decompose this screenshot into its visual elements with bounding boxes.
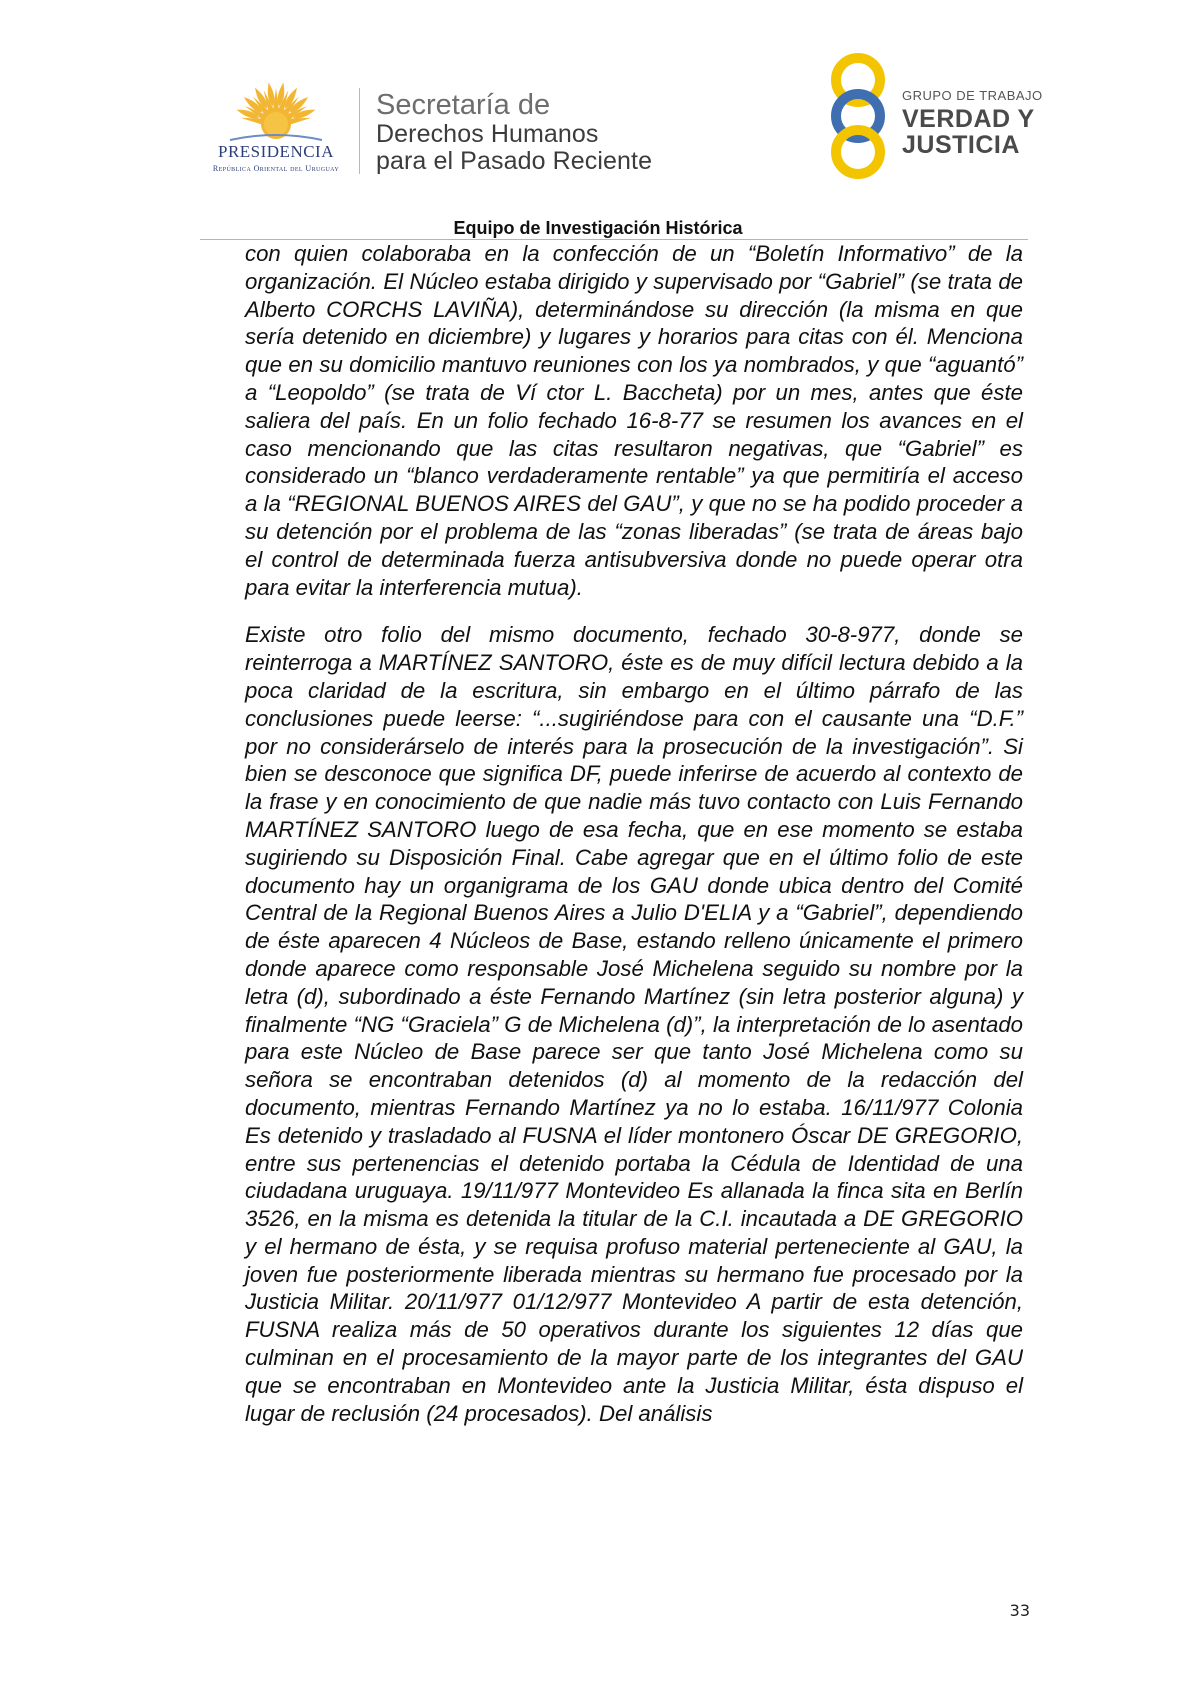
header-divider xyxy=(359,88,360,174)
section-heading: Equipo de Investigación Histórica xyxy=(453,218,743,238)
gtvj-label: GRUPO DE TRABAJO xyxy=(902,88,1043,103)
secretaria-line-3: para el Pasado Reciente xyxy=(376,147,653,175)
presidencia-logo xyxy=(196,80,356,180)
secretaria-line-2: Derechos Humanos xyxy=(376,120,599,148)
presidencia-word: PRESIDENCIA xyxy=(217,142,334,161)
body-paragraph-1: con quien colaboraba en la confección de un “Boletín Informativo” de la organización. El Núcleo estaba dirigido y supervisado por “Gabriel” (se trata de Alberto CORCHS LAVIÑA), determinándose su dirección (la misma en que sería detenido en diciembre) y lugares y horarios para citas con él. Menciona que en su domicilio mantuvo reuniones con los ya nombrados, y que “aguantó” a “Leopoldo” (se trata de Ví ctor L. Baccheta) por un mes, antes que éste saliera del país. En un folio fechado 16-8-77 se resumen los avances en el caso mencionando que las citas resultaron negativas, que “Gabriel” es considerado un “blanco verdaderamente rentable” ya que permitiría el acceso a la “REGIONAL BUENOS AIRES del GAU”, y que no se ha podido proceder a su detención por el problema de las “zonas liberadas” (se trata de áreas bajo el control de determinada fuerza antisubversiva donde no puede operar otra para evitar la interferencia mutua). xyxy=(245,241,1023,600)
gtvj-title-line-2: JUSTICIA xyxy=(902,131,1020,159)
page-number: 33 xyxy=(1009,1601,1030,1620)
secretaria-line-1: Secretaría de xyxy=(376,89,551,121)
document-body xyxy=(245,240,1023,1427)
sun-icon xyxy=(226,80,326,144)
secretaria-title xyxy=(376,90,716,175)
presidencia-subtitle: República Oriental del Uruguay xyxy=(212,164,340,173)
verdad-justicia-logo xyxy=(818,52,1043,182)
body-paragraph-2: Existe otro folio del mismo documento, fechado 30-8-977, donde se reinterroga a MARTÍNEZ SANTORO, éste es de muy difícil lectura debido a la poca claridad de la escritura, sin embargo en el último párrafo de las conclusiones puede leerse: “...sugiriéndose para con el causante una “D.F.” por no considerárselo de interés para la prosecución de la investigación”. Si bien se desconoce que significa DF, puede inferirse de acuerdo al contexto de la frase y en conocimiento de que nadie más tuvo contacto con Luis Fernando MARTÍNEZ SANTORO luego de esa fecha, que en ese momento se estaba sugiriendo su Disposición Final. Cabe agregar que en el último folio de este documento hay un organigrama de los GAU donde ubica dentro del Comité Central de la Regional Buenos Aires a Julio D'ELIA y a “Gabriel”, dependiendo de éste aparecen 4 Núcleos de Base, estando relleno únicamente el primero donde aparece como responsable José Michelena seguido su nombre por la letra (d), subordinado a éste Fernando Martínez (sin letra posterior alguna) y finalmente “NG “Graciela” G de Michelena (d)”, la interpretación de lo asentado para este Núcleo de Base parece ser que tanto José Michelena como su señora se encontraban detenidos (d) al momento de la redacción del documento, mientras Fernando Martínez ya no lo estaba. 16/11/977 Colonia Es detenido y trasladado al FUSNA el líder montonero Óscar DE GREGORIO, entre sus pertenencias el detenido portaba la Cédula de Identidad de una ciudadana uruguaya. 19/11/977 Montevideo Es allanada la finca sita en Berlín 3526, en la misma es detenida la titular de la C.I. incautada a DE GREGORIO y el hermano de ésta, y se requisa profuso material perteneciente al GAU, la joven fue posteriormente liberada mientras su hermano fue procesado por la Justicia Militar. 20/11/977 01/12/977 Montevideo A partir de esta detención, FUSNA realiza más de 50 operativos durante los siguientes 12 días que culminan en el procesamiento de la mayor parte de los integrantes del GAU que se encontraban en Montevideo ante la Justicia Militar, ésta dispuso el lugar de reclusión (24 procesados). Del análisis xyxy=(245,622,1023,1426)
gtvj-title-line-1: VERDAD Y xyxy=(902,105,1035,133)
rings-icon xyxy=(818,52,898,180)
page-header xyxy=(0,0,1190,250)
